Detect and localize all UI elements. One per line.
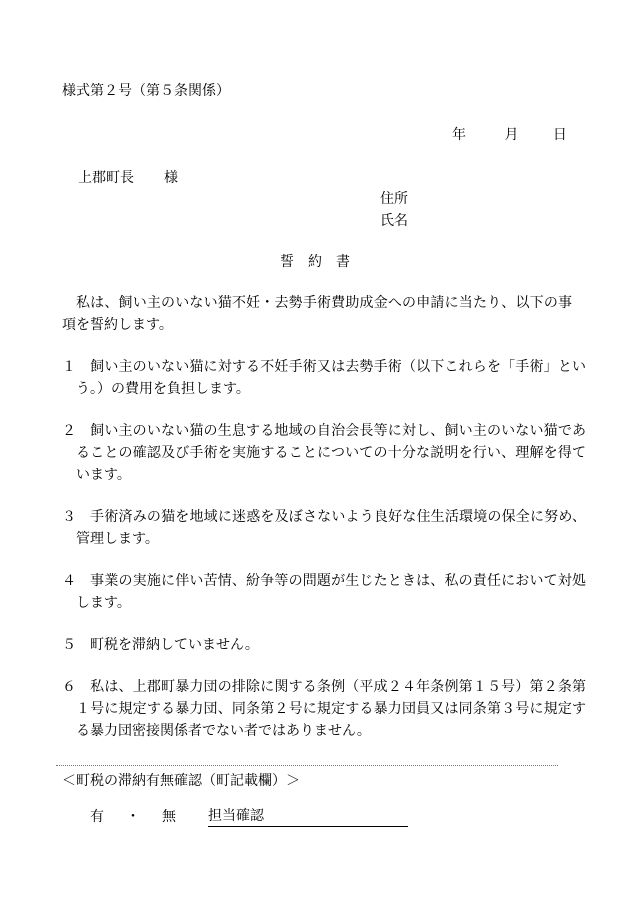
- option-yes: 有: [90, 809, 104, 825]
- staff-confirmation-label: 担当確認: [208, 808, 264, 824]
- option-no: 無: [162, 809, 176, 825]
- pledge-item-text: 飼い主のいない猫の生息する地域の自治会長等に対し、飼い主のいない猫であることの確認及び手術を実施することについての十分な説明を行い、理解を得ています。: [76, 423, 586, 483]
- addressee-name: 上郡町長: [78, 170, 134, 186]
- pledge-item-6: [62, 676, 586, 742]
- addressee-honorific: 様: [164, 170, 178, 186]
- intro-paragraph: 私は、飼い主のいない猫不妊・去勢手術費助成金への申請に当たり、以下の事項を誓約します。: [62, 295, 572, 333]
- date-month-label: 月: [504, 127, 519, 143]
- pledge-item-text: 飼い主のいない猫に対する不妊手術又は去勢手術（以下これらを「手術」という。）の費用を負担します。: [76, 359, 586, 397]
- pledge-item-number: ３: [62, 509, 76, 525]
- staff-confirmation-field: [208, 806, 408, 827]
- pledge-item-number: ６: [62, 679, 76, 695]
- pledge-item-number: ２: [62, 423, 76, 439]
- pledge-item-3: [62, 506, 586, 550]
- address-label: 住所: [380, 191, 408, 207]
- pledge-item-number: ４: [62, 573, 76, 589]
- pledge-item-text: 町税を滞納していません。: [90, 637, 259, 653]
- pledge-item-5: [62, 634, 586, 656]
- pledge-item-number: １: [62, 359, 76, 375]
- date-line: [452, 124, 567, 144]
- pledge-item-text: 事業の実施に伴い苦情、紛争等の問題が生じたときは、私の責任において対処します。: [76, 573, 586, 611]
- pledge-item-text: 私は、上郡町暴力団の排除に関する条例（平成２４年条例第１５号）第２条第１号に規定する暴力団、同条第２号に規定する暴力団員又は同条第３号に規定する暴力団密接関係者でない者ではありません。: [76, 679, 586, 739]
- pledge-item-text: 手術済みの猫を地域に迷惑を及ぼさないよう良好な住生活環境の保全に努め、管理します。: [76, 509, 586, 547]
- option-separator: ・: [126, 809, 140, 825]
- dotted-divider: [56, 765, 558, 766]
- addressee: [78, 167, 178, 187]
- tax-confirmation-heading: ＜町税の滞納有無確認（町記載欄）＞: [62, 773, 300, 789]
- date-year-label: 年: [452, 127, 466, 143]
- pledge-item-1: [62, 356, 586, 400]
- form-number: 様式第２号（第５条関係）: [62, 83, 230, 99]
- name-label: 氏名: [380, 213, 408, 229]
- pledge-item-4: [62, 570, 586, 614]
- date-day-label: 日: [552, 127, 567, 143]
- pledge-item-2: [62, 420, 586, 486]
- pledge-item-number: ５: [62, 637, 76, 653]
- tax-confirmation-options: [90, 806, 176, 826]
- document-title: 誓約書: [280, 254, 364, 270]
